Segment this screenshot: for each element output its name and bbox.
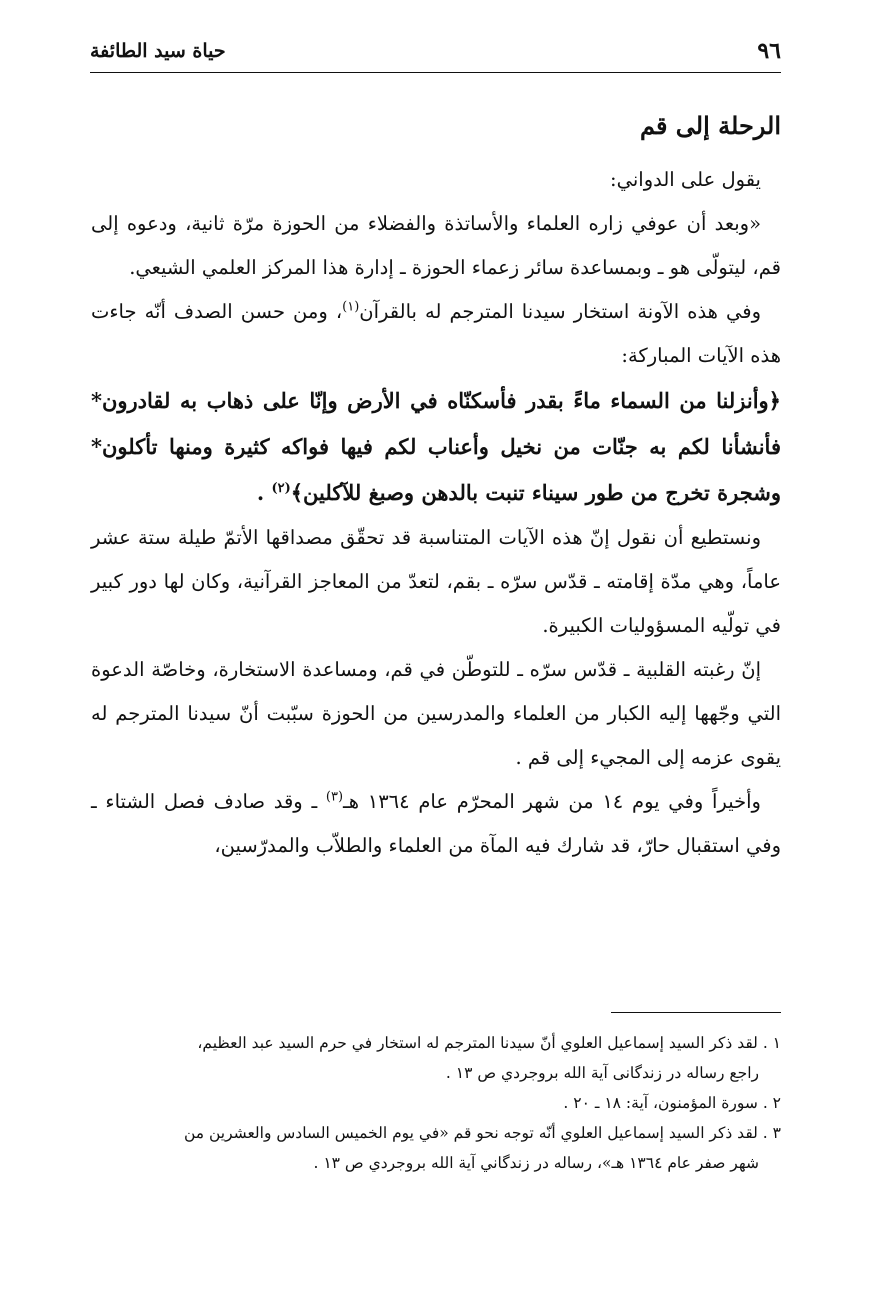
- paragraph-text: وأخيراً وفي يوم ١٤ من شهر المحرّم عام ١٣٦٤ هـ: [343, 790, 761, 813]
- paragraph-intro: يقول على الدواني:: [610, 168, 761, 191]
- footnote-ref-2: (٢): [271, 481, 291, 496]
- quran-verse: [91, 378, 781, 516]
- footnote-1-continued: راجع رساله در زندگانى آية الله بروجردي ص ١٣ .: [445, 1064, 759, 1082]
- paragraph-desire: إنّ رغبته القلبية ـ قدّس سرّه ـ للتوطّن في قم، ومساعدة الاستخارة، وخاصّة الدعوة التي وجّهها إليه الكبار من العلماء والمدرسين من الحوزة سبّبت أنّ سيدنا المترجم له يقوى عزمه إلى المجيء إلى قم .: [91, 658, 781, 769]
- footnote-ref-3: (٣): [325, 789, 344, 805]
- footnote-1: ١ . لقد ذكر السيد إسماعيل العلوي أنّ سيدنا المترجم له استخار في حرم السيد عبد العظيم،: [197, 1034, 781, 1052]
- footnotes: [91, 1028, 781, 1178]
- running-title: حياة سيد الطائفة: [90, 40, 226, 62]
- footnote-ref-1: (١): [342, 299, 360, 315]
- paragraph-interpretation: ونستطيع أن نقول إنّ هذه الآيات المتناسبة قد تحقّق مصداقها الأتمّ طيلة ستة عشر عاماً، وهي مدّة إقامته ـ قدّس سرّه ـ بقم، لتعدّ من المعاجز القرآنية، وكان لها دور كبير في تولّيه المسؤوليات الكبيرة.: [91, 526, 781, 637]
- section-title: الرحلة إلى قم: [639, 111, 781, 140]
- paragraph-text: وفي هذه الآونة استخار سيدنا المترجم له بالقرآن: [359, 300, 762, 323]
- paragraph-text: ـ وقد صادف فصل الشتاء ـ وفي استقبال حارّ، قد شارك فيه المآة من العلماء والطلاّب والمدرّسين،: [91, 790, 781, 857]
- paragraph-quote: «وبعد أن عوفي زاره العلماء والأساتذة والفضلاء من الحوزة مرّة ثانية، ودعوه إلى قم، ليتولّى هو ـ وبمساعدة سائر زعماء الحوزة ـ إدارة هذا المركز العلمي الشيعي.: [91, 212, 781, 279]
- footnote-3-continued: شهر صفر عام ١٣٦٤ هـ»، رساله در زندگاني آية الله بروجردي ص ١٣ .: [313, 1154, 759, 1172]
- verse-end: .: [256, 480, 272, 505]
- verse-text: ﴿وأنزلنا من السماء ماءً بقدر فأسكنّاه في الأرض وإنّا على ذهاب به لقادرون* فأنشأنا لكم به جنّات من نخيل وأعناب لكم فيها فواكه كثيرة ومنها تأكلون* وشجرة تخرج من طور سيناء تنبت بالدهن وصبغ للآكلين﴾: [91, 388, 781, 505]
- main-text: [91, 108, 781, 868]
- paragraph-istikhara: [91, 290, 781, 378]
- running-header: [90, 36, 781, 73]
- footnote-3: ٣ . لقد ذكر السيد إسماعيل العلوي أنّه توجه نحو قم «في يوم الخميس السادس والعشرين من: [183, 1124, 781, 1142]
- footnote-2: ٢ . سورة المؤمنون، آية: ١٨ ـ ٢٠ .: [563, 1094, 781, 1112]
- footnote-divider: [611, 1012, 781, 1013]
- page-number: ٩٦: [757, 38, 781, 64]
- paragraph-text: ، ومن حسن الصدف أنّه جاءت هذه الآيات المباركة:: [91, 300, 781, 367]
- paragraph-arrival: [91, 780, 781, 868]
